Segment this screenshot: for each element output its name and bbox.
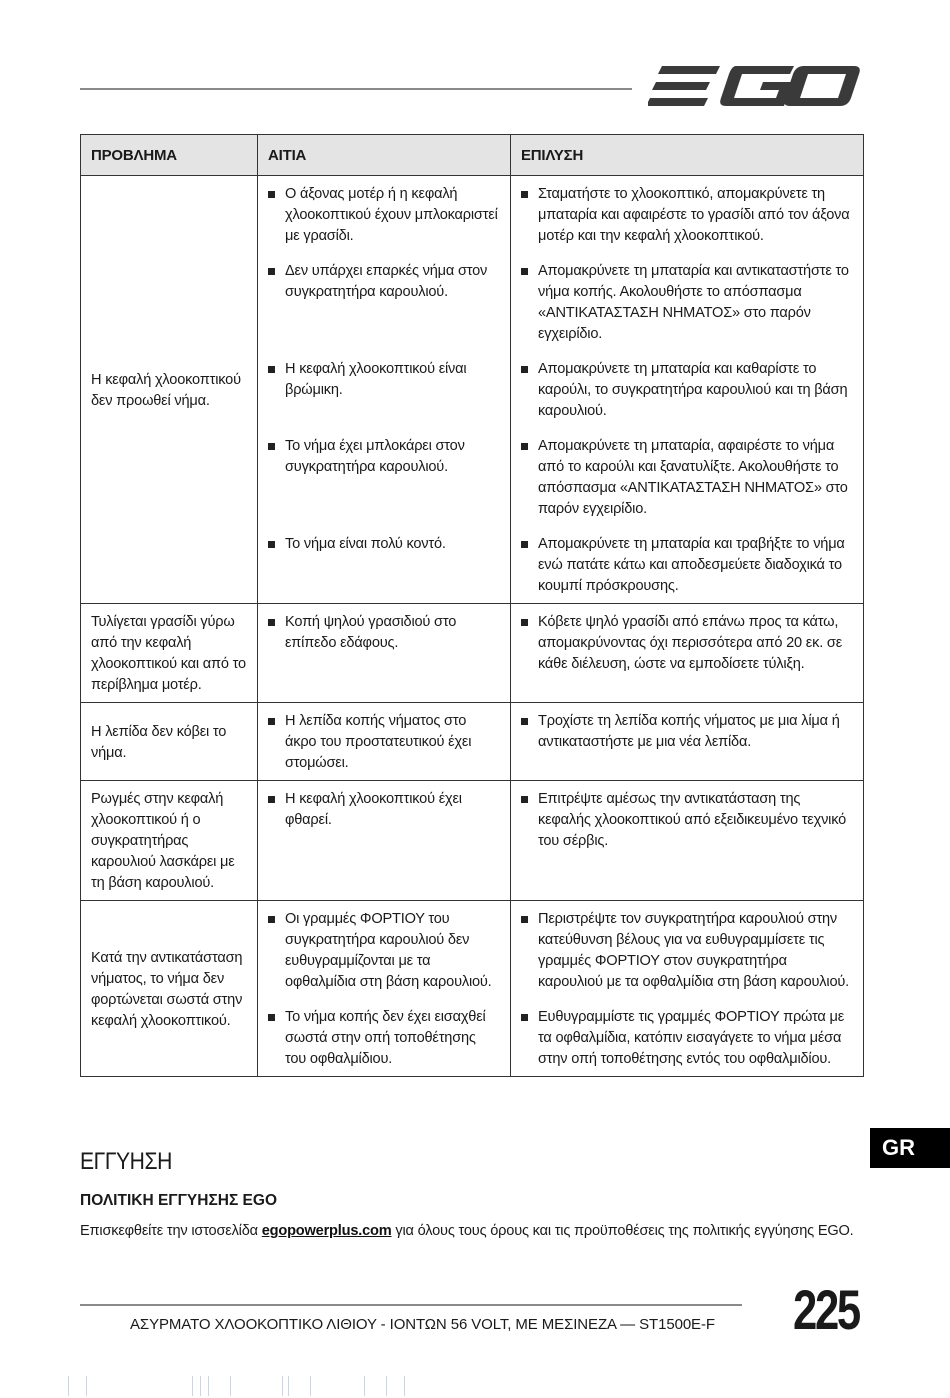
solution-item <box>521 612 853 675</box>
cause-text: Δεν υπάρχει επαρκές νήμα στον συγκρατητήρα καρουλιού. <box>285 263 488 300</box>
cause-item <box>268 436 500 520</box>
solution-item <box>521 789 853 852</box>
problem-cell: Η κεφαλή χλοοκοπτικού δεν προωθεί νήμα. <box>81 176 258 604</box>
solution-cell <box>511 176 864 604</box>
column-header-solution: ΕΠΙΛΥΣΗ <box>511 135 864 176</box>
troubleshooting-table <box>80 134 864 1077</box>
solution-text: Απομακρύνετε τη μπαταρία και τραβήξτε το νήμα ενώ πατάτε κάτω και αποδεσμεύετε διαδοχικά το κουμπί πρόσκρουσης. <box>538 536 845 594</box>
solution-text: Απομακρύνετε τη μπαταρία και αντικαταστήστε το νήμα κοπής. Ακολουθήστε το απόσπασμα «ΑΝΤΙΚΑΤΑΣΤΑΣΗ ΝΗΜΑΤΟΣ» στο παρόν εγχειρίδιο. <box>538 263 849 342</box>
square-bullet-icon <box>521 534 538 548</box>
cause-text: Η λεπίδα κοπής νήματος στο άκρο του προστατευτικού έχει στομώσει. <box>285 713 472 771</box>
square-bullet-icon <box>268 436 285 450</box>
solution-item <box>521 436 853 520</box>
square-bullet-icon <box>268 711 285 725</box>
solution-text: Απομακρύνετε τη μπαταρία και καθαρίστε το καρούλι, το συγκρατητήρα καρουλιού και τη βάση καρουλιού. <box>538 361 848 419</box>
egopowerplus-link[interactable]: egopowerplus.com <box>261 1223 392 1239</box>
cause-cell <box>258 176 511 604</box>
square-bullet-icon <box>268 359 285 373</box>
column-header-problem: ΠΡΟΒΛΗΜΑ <box>81 135 258 176</box>
square-bullet-icon <box>521 359 538 373</box>
cause-text: Το νήμα είναι πολύ κοντό. <box>285 536 446 552</box>
policy-text-start: Επισκεφθείτε την ιστοσελίδα <box>80 1223 262 1239</box>
policy-text-end: για όλους τους όρους και τις προϋποθέσεις της πολιτικής εγγύησης EGO. <box>391 1223 854 1239</box>
cause-cell <box>258 604 511 703</box>
warranty-policy-heading: ΠΟΛΙΤΙΚΗ ΕΓΓΥΗΣΗΣ EGO <box>80 1192 278 1209</box>
cause-item <box>268 184 500 247</box>
footer-rule <box>80 1304 742 1306</box>
problem-cell: Ρωγμές στην κεφαλή χλοοκοπτικού ή ο συγκρατητήρας καρουλιού λασκάρει με τη βάση καρουλιού. <box>81 781 258 901</box>
square-bullet-icon <box>268 789 285 803</box>
cause-text: Οι γραμμές ΦΟΡΤΙΟΥ του συγκρατητήρα καρουλιού δεν ευθυγραμμίζονται με τα οφθαλμίδια στη βάση καρουλιού. <box>285 911 492 990</box>
square-bullet-icon <box>521 1007 538 1021</box>
cause-text: Το νήμα έχει μπλοκάρει στον συγκρατητήρα καρουλιού. <box>285 438 465 475</box>
solution-item <box>521 909 853 993</box>
ego-logo <box>648 60 862 112</box>
cause-cell <box>258 703 511 781</box>
solution-cell <box>511 703 864 781</box>
square-bullet-icon <box>268 184 285 198</box>
cause-item <box>268 789 500 852</box>
print-marks <box>60 1376 460 1396</box>
solution-item <box>521 184 853 247</box>
warranty-heading: ΕΓΓΥΗΣΗ <box>80 1148 172 1175</box>
solution-cell <box>511 604 864 703</box>
cause-text: Η κεφαλή χλοοκοπτικού είναι βρώμικη. <box>285 361 467 398</box>
table-row <box>81 901 864 1077</box>
cause-text: Ο άξονας μοτέρ ή η κεφαλή χλοοκοπτικού έχουν μπλοκαριστεί με γρασίδι. <box>285 186 498 244</box>
square-bullet-icon <box>521 711 538 725</box>
square-bullet-icon <box>521 789 538 803</box>
solution-text: Ευθυγραμμίστε τις γραμμές ΦΟΡΤΙΟΥ πρώτα με τα οφθαλμίδια, κατόπιν εισαγάγετε το νήμα μέσα στην οπή τοποθέτησης εντός του οφθαλμιδίου. <box>538 1009 845 1067</box>
table-row <box>81 176 864 604</box>
solution-text: Τροχίστε τη λεπίδα κοπής νήματος με μια λίμα ή αντικαταστήστε με μια νέα λεπίδα. <box>538 713 840 750</box>
cause-item <box>268 359 500 422</box>
solution-text: Επιτρέψτε αμέσως την αντικατάσταση της κεφαλής χλοοκοπτικού από εξειδικευμένο τεχνικό του σέρβις. <box>538 791 847 849</box>
language-tab: GR <box>870 1128 950 1168</box>
cause-item <box>268 612 500 675</box>
square-bullet-icon <box>521 909 538 923</box>
square-bullet-icon <box>268 534 285 548</box>
solution-text: Απομακρύνετε τη μπαταρία, αφαιρέστε το νήμα από το καρούλι και ξανατυλίξτε. Ακολουθήστε το απόσπασμα «ΑΝΤΙΚΑΤΑΣΤΑΣΗ ΝΗΜΑΤΟΣ» στο παρόν εγχειρίδιο. <box>538 438 848 517</box>
problem-cell: Κατά την αντικατάσταση νήματος, το νήμα δεν φορτώνεται σωστά στην κεφαλή χλοοκοπτικού. <box>81 901 258 1077</box>
square-bullet-icon <box>521 184 538 198</box>
cause-text: Κοπή ψηλού γρασιδιού στο επίπεδο εδάφους. <box>285 614 457 651</box>
solution-cell <box>511 901 864 1077</box>
table-row <box>81 781 864 901</box>
solution-text: Σταματήστε το χλοοκοπτικό, απομακρύνετε τη μπαταρία και αφαιρέστε το γρασίδι από τον άξονα μοτέρ και την κεφαλή χλοοκοπτικού. <box>538 186 850 244</box>
solution-text: Κόβετε ψηλό γρασίδι από επάνω προς τα κάτω, απομακρύνοντας όχι περισσότερα από 20 εκ. σε κάθε διέλευση, ώστε να εμποδίσετε τύλιξη. <box>538 614 843 672</box>
cause-cell <box>258 781 511 901</box>
cause-item <box>268 711 500 774</box>
square-bullet-icon <box>268 612 285 626</box>
cause-item <box>268 534 500 597</box>
cause-item <box>268 261 500 345</box>
solution-text: Περιστρέψτε τον συγκρατητήρα καρουλιού στην κατεύθυνση βέλους για να ευθυγραμμίσετε τις γραμμές ΦΟΡΤΙΟΥ στον συγκρατητήρα καρουλιού με τα οφθαλμίδια στη βάση καρουλιού. <box>538 911 850 990</box>
problem-cell: Τυλίγεται γρασίδι γύρω από την κεφαλή χλοοκοπτικού και από το περίβλημα μοτέρ. <box>81 604 258 703</box>
solution-item <box>521 534 853 597</box>
solution-item <box>521 261 853 345</box>
square-bullet-icon <box>268 1007 285 1021</box>
cause-text: Η κεφαλή χλοοκοπτικού έχει φθαρεί. <box>285 791 462 828</box>
square-bullet-icon <box>521 436 538 450</box>
cause-item <box>268 1007 500 1070</box>
square-bullet-icon <box>268 909 285 923</box>
solution-item <box>521 1007 853 1070</box>
column-header-cause: ΑΙΤΙΑ <box>258 135 511 176</box>
cause-item <box>268 909 500 993</box>
cause-cell <box>258 901 511 1077</box>
problem-cell: Η λεπίδα δεν κόβει το νήμα. <box>81 703 258 781</box>
square-bullet-icon <box>521 261 538 275</box>
cause-text: Το νήμα κοπής δεν έχει εισαχθεί σωστά στην οπή τοποθέτησης του οφθαλμίδιου. <box>285 1009 486 1067</box>
warranty-policy-text <box>80 1221 860 1241</box>
table-row <box>81 604 864 703</box>
header-rule <box>80 88 632 90</box>
square-bullet-icon <box>521 612 538 626</box>
page-number: 225 <box>793 1278 859 1341</box>
footer-product-title: ΑΣΥΡΜΑΤΟ ΧΛΟΟΚΟΠΤΙΚΟ ΛΙΘΙΟΥ - ΙΟΝΤΩΝ 56 VOLT, ΜΕ ΜΕΣΙΝΕΖΑ — ST1500E-F <box>130 1316 715 1333</box>
solution-item <box>521 359 853 422</box>
solution-item <box>521 711 853 774</box>
square-bullet-icon <box>268 261 285 275</box>
table-row <box>81 703 864 781</box>
solution-cell <box>511 781 864 901</box>
table-header-row <box>81 135 864 176</box>
